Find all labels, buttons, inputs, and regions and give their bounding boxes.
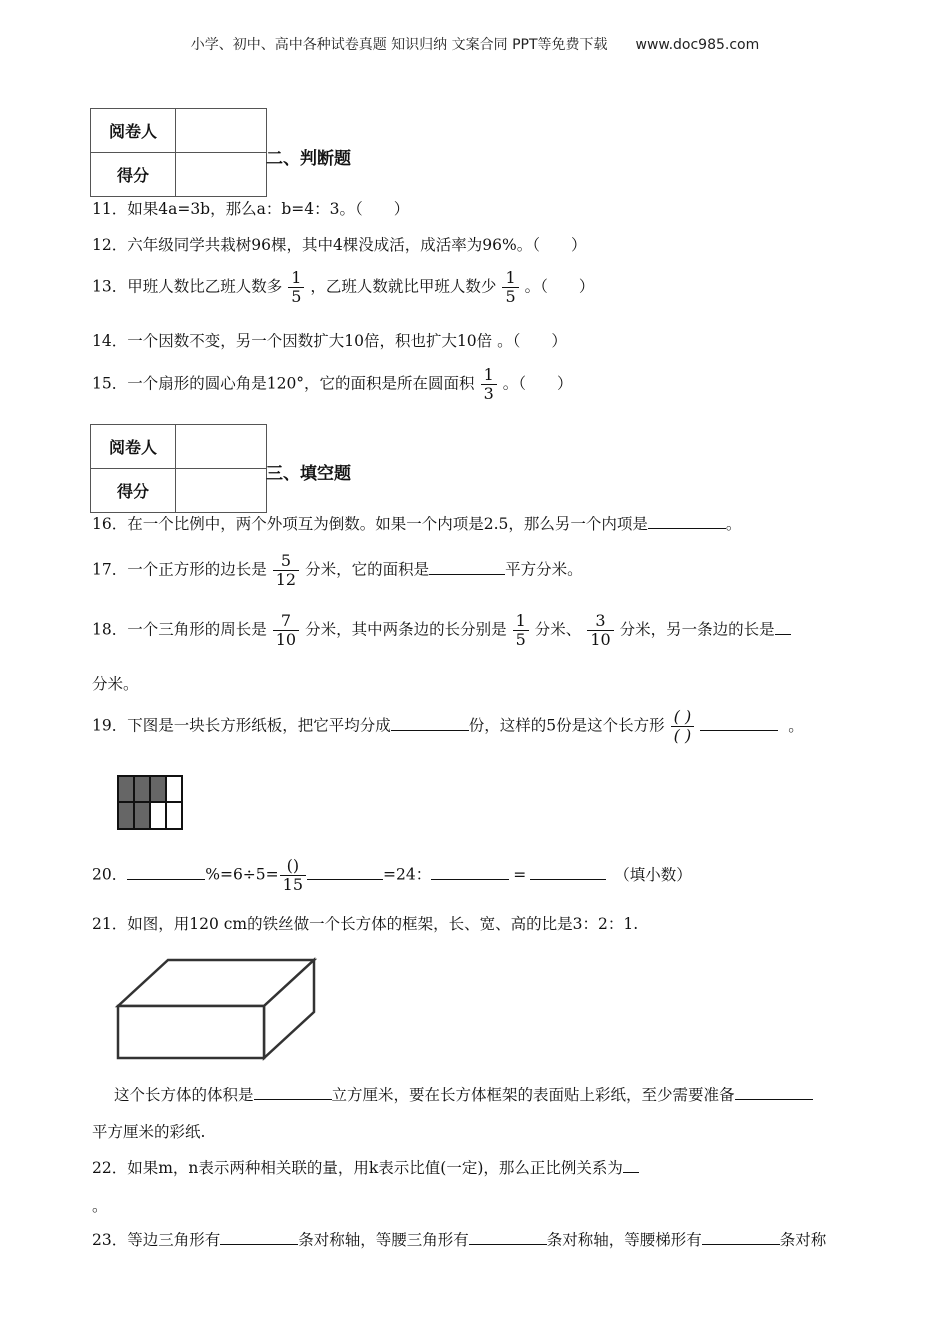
cuboid-front-face [118,1006,264,1058]
q15-fraction [481,366,497,403]
q17-text-a: 17．一个正方形的边长是 [92,560,267,579]
header-url[interactable]: www.doc985.com [635,37,760,53]
q13-f1-num: 1 [291,268,302,287]
grid-cell-shaded [134,802,150,829]
q18-blank[interactable] [775,620,791,635]
question-17 [92,552,583,589]
rectangle-grid-figure [116,774,184,832]
q21-text-c: 立方厘米，要在长方体框架的表面贴上彩纸，至少需要准备 [331,1086,735,1104]
q23-text-c: 条对称轴，等腰梯形有 [546,1231,702,1249]
q23-text-b: 条对称轴，等腰三角形有 [298,1231,469,1249]
reviewer-label: 阅卷人 [91,425,176,469]
q13-f2-den: 5 [502,287,518,306]
q18-fraction-3 [587,612,613,649]
cuboid-figure [114,956,320,1062]
question-13 [92,269,594,306]
question-16 [92,514,741,534]
q18-text-a: 18．一个三角形的周长是 [92,620,267,639]
q20-text-d: = [513,865,527,884]
score-box-section2 [90,108,267,197]
reviewer-field [176,109,267,153]
score-field [176,469,267,513]
q17-f-den: 12 [273,570,299,589]
question-23 [92,1230,826,1250]
q21-text-b: 这个长方体的体积是 [114,1086,254,1104]
q17-fraction [273,552,299,589]
q20-text-e: （填小数） [614,865,692,884]
q13-text-b: ，乙班人数就比甲班人数少 [310,277,497,296]
q20-text-c: =24： [383,865,432,884]
page-header [0,34,950,54]
q19-blank-2[interactable] [700,716,778,731]
section-title-judgement: 二、判断题 [266,149,351,169]
q19-blank-1[interactable] [391,716,469,731]
q22-blank[interactable] [623,1158,639,1173]
q20-f-num: () [286,856,300,875]
q13-text-c: 。（ ） [524,277,595,296]
q13-fraction-1 [288,269,304,306]
score-label: 得分 [91,469,176,513]
q16-text-b: 。 [725,515,742,533]
q20-blank-4[interactable] [530,865,606,880]
grid-cell-shaded [150,776,166,802]
q13-f1-den: 5 [288,287,304,306]
q17-f-num: 5 [280,551,291,570]
q18-f1-num: 7 [280,611,291,630]
q20-text-a: 20． [92,865,128,884]
q19-text-b: 份，这样的5份是这个长方形 [468,716,665,735]
q15-text-a: 15．一个扇形的圆心角是120°，它的面积是所在圆面积 [92,374,475,393]
q15-f-den: 3 [481,384,497,403]
q13-fraction-2 [502,269,518,306]
q18-text-b: 分米，其中两条边的长分别是 [305,620,507,639]
q19-fraction [671,708,695,745]
q19-text-a: 19．下图是一块长方形纸板，把它平均分成 [92,716,391,735]
q17-text-b: 分米，它的面积是 [305,560,430,579]
reviewer-field [176,425,267,469]
q13-f2-num: 1 [505,268,516,287]
grid-cell [166,802,182,829]
question-11: 11．如果4a=3b，那么a：b=4：3。（ ） [92,200,410,218]
q15-text-b: 。（ ） [502,374,573,393]
grid-cell-shaded [118,802,134,829]
q23-blank-2[interactable] [469,1230,547,1245]
section-title-fill-blank: 三、填空题 [266,464,351,484]
header-text: 小学、初中、高中各种试卷真题 知识归纳 文案合同 PPT等免费下载 [190,37,608,53]
score-field [176,153,267,197]
question-21: 21．如图，用120 cm的铁丝做一个长方体的框架，长、宽、高的比是3：2：1. [92,915,639,933]
q17-blank[interactable] [429,560,505,575]
q20-blank-2[interactable] [307,865,383,880]
q18-f3-den: 10 [587,630,613,649]
q20-text-b: %=6÷5= [205,865,279,884]
q19-f-den: ( ) [671,726,695,745]
q20-blank-3[interactable] [431,865,509,880]
question-20 [92,857,692,894]
question-15 [92,366,573,403]
q18-fraction-2 [513,612,529,649]
q19-text-c: 。 [788,716,804,735]
question-19 [92,708,804,745]
q20-fraction [280,857,306,894]
q18-f2-den: 5 [513,630,529,649]
question-12: 12．六年级同学共栽树96棵，其中4棵没成活，成活率为96%。（ ） [92,236,587,254]
grid-cell [150,802,166,829]
question-22-cont: 。 [92,1197,108,1215]
q20-f-den: 15 [280,875,306,894]
reviewer-label: 阅卷人 [91,109,176,153]
question-14: 14．一个因数不变，另一个因数扩大10倍，积也扩大10倍 。（ ） [92,332,567,350]
q18-f2-num: 1 [515,611,526,630]
q20-blank-1[interactable] [127,865,205,880]
q23-text-d: 条对称 [779,1231,827,1249]
q16-blank[interactable] [648,514,726,529]
grid-cell-shaded [134,776,150,802]
q21-blank-1[interactable] [254,1085,332,1100]
score-box-section3 [90,424,267,513]
question-18-cont: 分米。 [92,675,139,693]
q22-text-a: 22．如果m，n表示两种相关联的量，用k表示比值(一定)，那么正比例关系为 [92,1159,623,1177]
question-22 [92,1158,639,1178]
q18-text-c: 分米、 [534,620,582,639]
q13-text-a: 13．甲班人数比乙班人数多 [92,277,283,296]
q15-f-num: 1 [483,365,494,384]
grid-cell-shaded [118,776,134,802]
q21-blank-2[interactable] [735,1085,813,1100]
q18-f1-den: 10 [273,630,299,649]
question-21-body [114,1085,813,1105]
question-18 [92,612,791,649]
q18-f3-num: 3 [595,611,606,630]
q23-blank-1[interactable] [220,1230,298,1245]
question-21-cont: 平方厘米的彩纸. [92,1123,206,1141]
score-label: 得分 [91,153,176,197]
q17-text-c: 平方分米。 [505,560,583,579]
grid-cell [166,776,182,802]
q19-f-num: ( ) [673,707,692,726]
q16-text-a: 16．在一个比例中，两个外项互为倒数。如果一个内项是2.5，那么另一个内项是 [92,515,648,533]
q23-blank-3[interactable] [702,1230,780,1245]
q23-text-a: 23．等边三角形有 [92,1231,221,1249]
q18-fraction-1 [273,612,299,649]
q18-text-d: 分米，另一条边的长是 [619,620,775,639]
